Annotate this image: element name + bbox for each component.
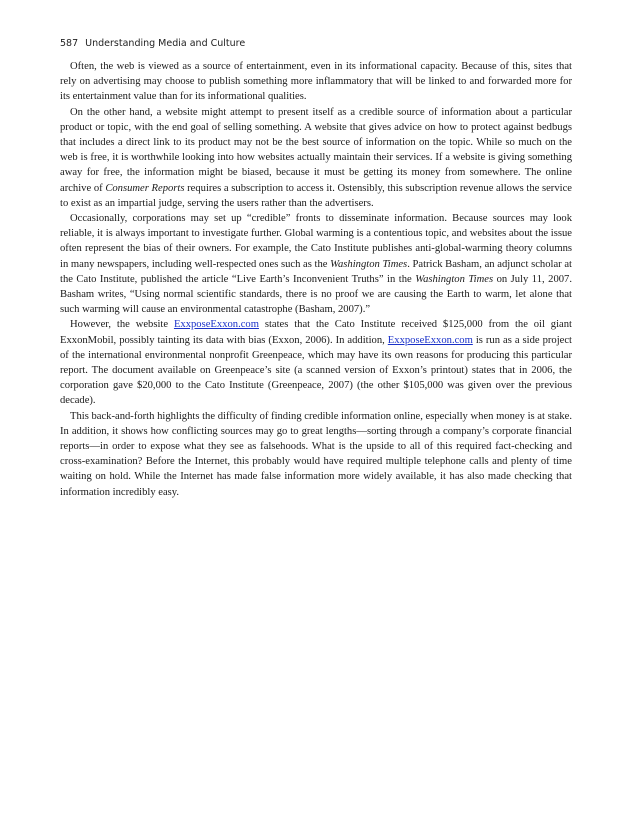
exxposeexxon-link-1[interactable]: ExxposeExxon.com [173, 319, 259, 331]
paragraph-5 [60, 409, 572, 500]
page-number: 587 [60, 38, 79, 49]
paragraph-3-text-c: . Patrick Basham, an adjunct scholar at the Cato Institute, published the article “Live Earth’s Inconvenient Truths” in the [60, 258, 572, 285]
book-title: Understanding Media and Culture [85, 38, 246, 49]
publication-title-consumer-reports: Consumer Reports [105, 182, 185, 194]
paragraph-4 [60, 317, 572, 408]
paragraph-3 [60, 211, 572, 317]
paragraph-2 [60, 105, 572, 211]
paragraph-2-text-c: requires a subscription to access it. Ostensibly, this subscription revenue allows the service to exist as an impartial judge, serving the users rather than the advertisers. [60, 182, 572, 209]
running-header [60, 38, 570, 49]
publication-title-washington-times-2: Washington Times [415, 273, 494, 285]
exxposeexxon-link-2[interactable]: ExxposeExxon.com [387, 334, 473, 346]
body-text [60, 59, 572, 500]
paragraph-1 [60, 59, 572, 105]
paragraph-4-text-b: states that the Cato Institute received $125,000 from the oil giant ExxonMobil, possibly tainting its data with bias (Exxon, 2006). In addition, [60, 319, 572, 346]
publication-title-washington-times-1: Washington Times [330, 258, 408, 270]
paragraph-3-text-a: Occasionally, corporations may set up “credible” fronts to disseminate information. Because sources may look reliable, it is always important to investigate further. Global warming is a contentious topic, and websites about the issue often represent the bias of their owners. For example, the Cato Institute publishes anti-global-warming theory columns in many newspapers, including well-respected ones such as the [60, 213, 572, 270]
paragraph-5-text: This back-and-forth highlights the difficulty of finding credible information online, especially when money is at stake. In addition, it shows how conflicting sources may go to great lengths—sorting through a company’s corporate financial reports—in order to expose what they see as falsehoods. What is the upside to all of this required fact-checking and cross-examination? Before the Internet, this probably would have required multiple telephone calls and plenty of time waiting on hold. While the Internet has made false information more widely available, it has also made checking that information incredibly easy. [60, 410, 572, 498]
paragraph-1-text: Often, the web is viewed as a source of entertainment, even in its informational capacity. Because of this, sites that rely on advertising may choose to publish something more inflammatory that will be linked to and forwarded more for its entertainment value than for its informational qualities. [60, 61, 572, 103]
paragraph-2-text-a: On the other hand, a website might attempt to present itself as a credible source of information about a particular product or topic, with the end goal of selling something. A website that gives advice on how to protect against bedbugs that includes a direct link to its product may not be the best source of information on the topic. While so much on the web is free, it is worthwhile looking into how websites actually maintain their services. If a website is giving something away for free, the information might be biased, because it must be getting its money from somewhere. The online archive of [60, 106, 572, 194]
paragraph-4-text-a: However, the website [70, 319, 174, 331]
paragraph-3-text-e: on July 11, 2007. Basham writes, “Using normal scientific standards, there is no proof we are causing the Earth to warm, let alone that such warming will cause an environmental catastrophe (Basham, 2007).” [60, 273, 572, 316]
paragraph-4-text-c: is run as a side project of the international environmental nonprofit Greenpeace, which may have its own reasons for producing this particular report. The document available on Greenpeace’s site (a scanned version of Exxon’s printout) states that in 2006, the corporation gave $20,000 to the Cato Institute (Greenpeace, 2007) (the other $105,000 was given over the previous decade). [60, 334, 572, 407]
